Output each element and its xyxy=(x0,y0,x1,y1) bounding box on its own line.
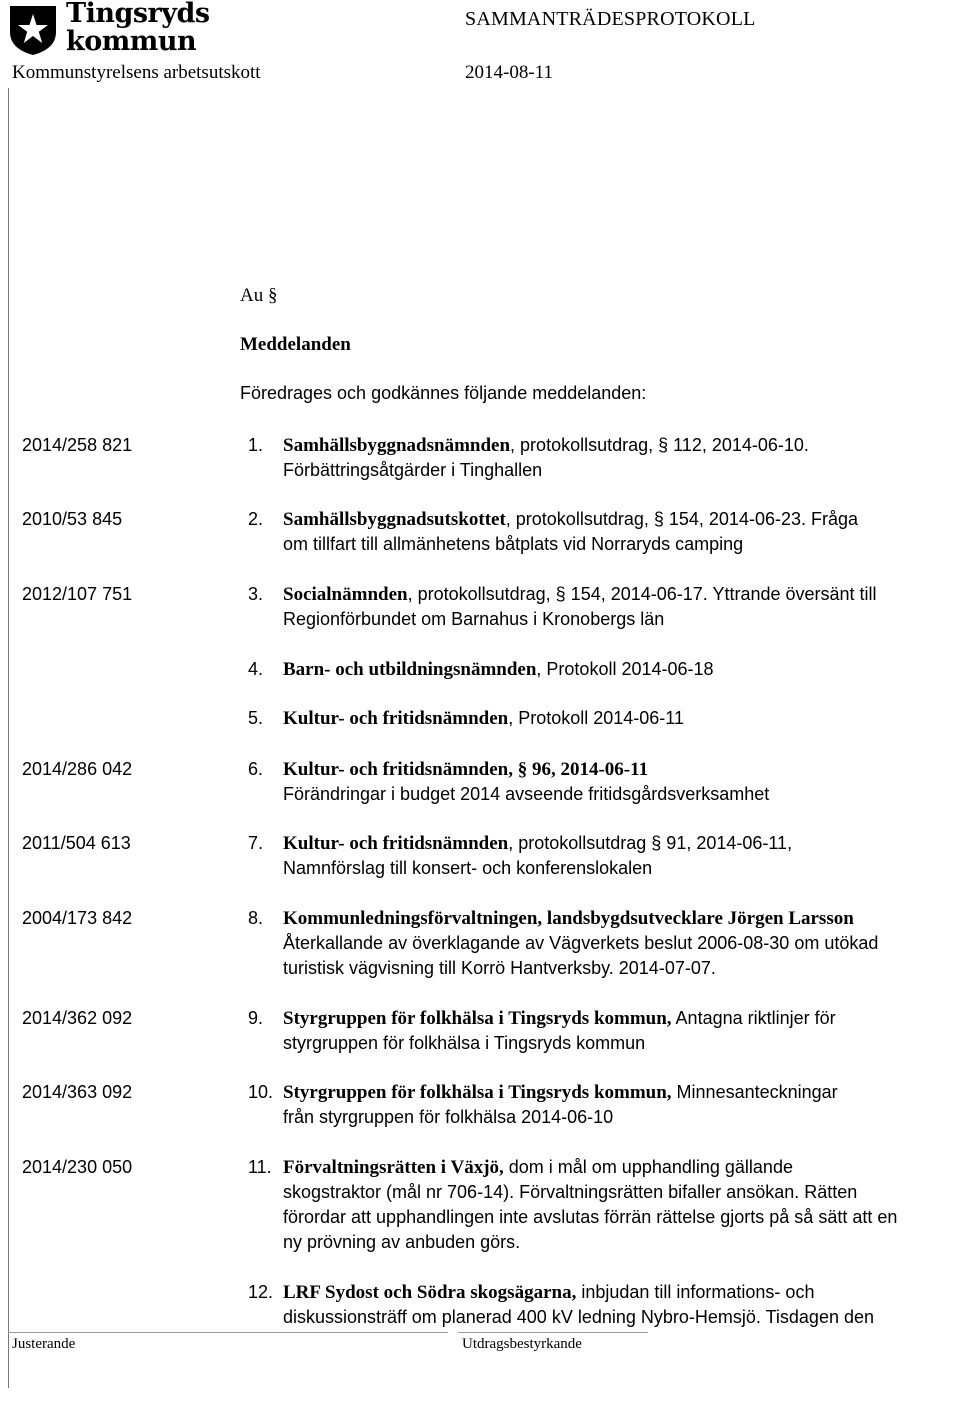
committee-name: Kommunstyrelsens arbetsutskott xyxy=(12,62,261,83)
item-text: Förvaltningsrätten i Växjö, dom i mål om upphandling gällande skogstraktor (mål nr 706-14). Förvaltningsrätten bifaller ansökan. Rätten förordar att upphandlingen inte avslutas förrän rättelse gjorts på så sätt att en ny prövning av anbuden görs. xyxy=(283,1157,898,1252)
footer-certification-label: Utdragsbestyrkande xyxy=(462,1336,582,1352)
item-text: Kultur- och fritidsnämnden, protokollsutdrag § 91, 2014-06-11, Namnförslag till konsert- och konferenslokalen xyxy=(283,833,793,878)
section-code: Au § xyxy=(240,285,278,306)
item-number: 5. xyxy=(248,708,264,728)
item-number: 9. xyxy=(248,1008,264,1028)
section-intro: Föredrages och godkännes följande meddelanden: xyxy=(240,383,647,403)
item-number: 7. xyxy=(248,833,264,853)
logo-wordmark: Tingsryds kommun xyxy=(66,0,210,57)
item-number: 10. xyxy=(248,1082,274,1102)
diary-number: 2012/107 751 xyxy=(22,584,133,604)
footer-rule xyxy=(8,1332,448,1333)
item-number: 8. xyxy=(248,908,264,928)
item-number: 4. xyxy=(248,659,264,679)
footer-signature-label: Justerande xyxy=(12,1336,76,1352)
item-number: 11. xyxy=(248,1157,272,1177)
item-number: 6. xyxy=(248,759,264,779)
item-number: 2. xyxy=(248,509,264,529)
diary-number: 2014/362 092 xyxy=(22,1008,133,1028)
item-number: 1. xyxy=(248,435,264,455)
item-text: Kommunledningsförvaltningen, landsbygdsutvecklare Jörgen Larsson Återkallande av överklagande av Vägverkets beslut 2006-08-30 om utökad turistisk vägvisning till Korrö Hantverksby. 2014-07-07. xyxy=(283,908,879,978)
diary-number: 2014/230 050 xyxy=(22,1157,133,1177)
protocol-type: SAMMANTRÄDESPROTOKOLL xyxy=(465,8,756,30)
section-title: Meddelanden xyxy=(240,334,351,355)
left-margin-rule xyxy=(8,88,9,1388)
diary-number: 2014/258 821 xyxy=(22,435,133,455)
coat-of-arms-icon xyxy=(8,4,58,56)
item-text: Kultur- och fritidsnämnden, § 96, 2014-06-11 Förändringar i budget 2014 avseende fritidsgårdsverksamhet xyxy=(283,759,770,804)
item-text: Socialnämnden, protokollsutdrag, § 154, 2014-06-17. Yttrande översänt till Regionförbundet om Barnahus i Kronobergs län xyxy=(283,584,877,629)
item-text: Styrgruppen för folkhälsa i Tingsryds kommun, Antagna riktlinjer för styrgruppen för folkhälsa i Tingsryds kommun xyxy=(283,1008,836,1053)
footer-rule xyxy=(458,1332,648,1333)
item-text: Styrgruppen för folkhälsa i Tingsryds kommun, Minnesanteckningar från styrgruppen för folkhälsa 2014-06-10 xyxy=(283,1082,838,1127)
item-number: 12. xyxy=(248,1282,274,1302)
item-text: Samhällsbyggnadsnämnden, protokollsutdrag, § 112, 2014-06-10. Förbättringsåtgärder i Tinghallen xyxy=(283,435,809,480)
diary-number: 2014/286 042 xyxy=(22,759,133,779)
municipality-logo xyxy=(8,0,210,57)
meeting-date: 2014-08-11 xyxy=(465,62,553,83)
diary-number: 2004/173 842 xyxy=(22,908,133,928)
item-text: LRF Sydost och Södra skogsägarna, inbjudan till informations- och diskussionsträff om planerad 400 kV ledning Nybro-Hemsjö. Tisdagen den xyxy=(283,1282,874,1327)
diary-number: 2014/363 092 xyxy=(22,1082,133,1102)
diary-number: 2011/504 613 xyxy=(22,833,131,853)
item-number: 3. xyxy=(248,584,264,604)
item-text: Kultur- och fritidsnämnden, Protokoll 2014-06-11 xyxy=(283,708,684,729)
item-text: Barn- och utbildningsnämnden, Protokoll 2014-06-18 xyxy=(283,659,714,680)
item-text: Samhällsbyggnadsutskottet, protokollsutdrag, § 154, 2014-06-23. Fråga om tillfart till allmänhetens båtplats vid Norraryds camping xyxy=(283,509,859,554)
diary-number: 2010/53 845 xyxy=(22,509,123,529)
